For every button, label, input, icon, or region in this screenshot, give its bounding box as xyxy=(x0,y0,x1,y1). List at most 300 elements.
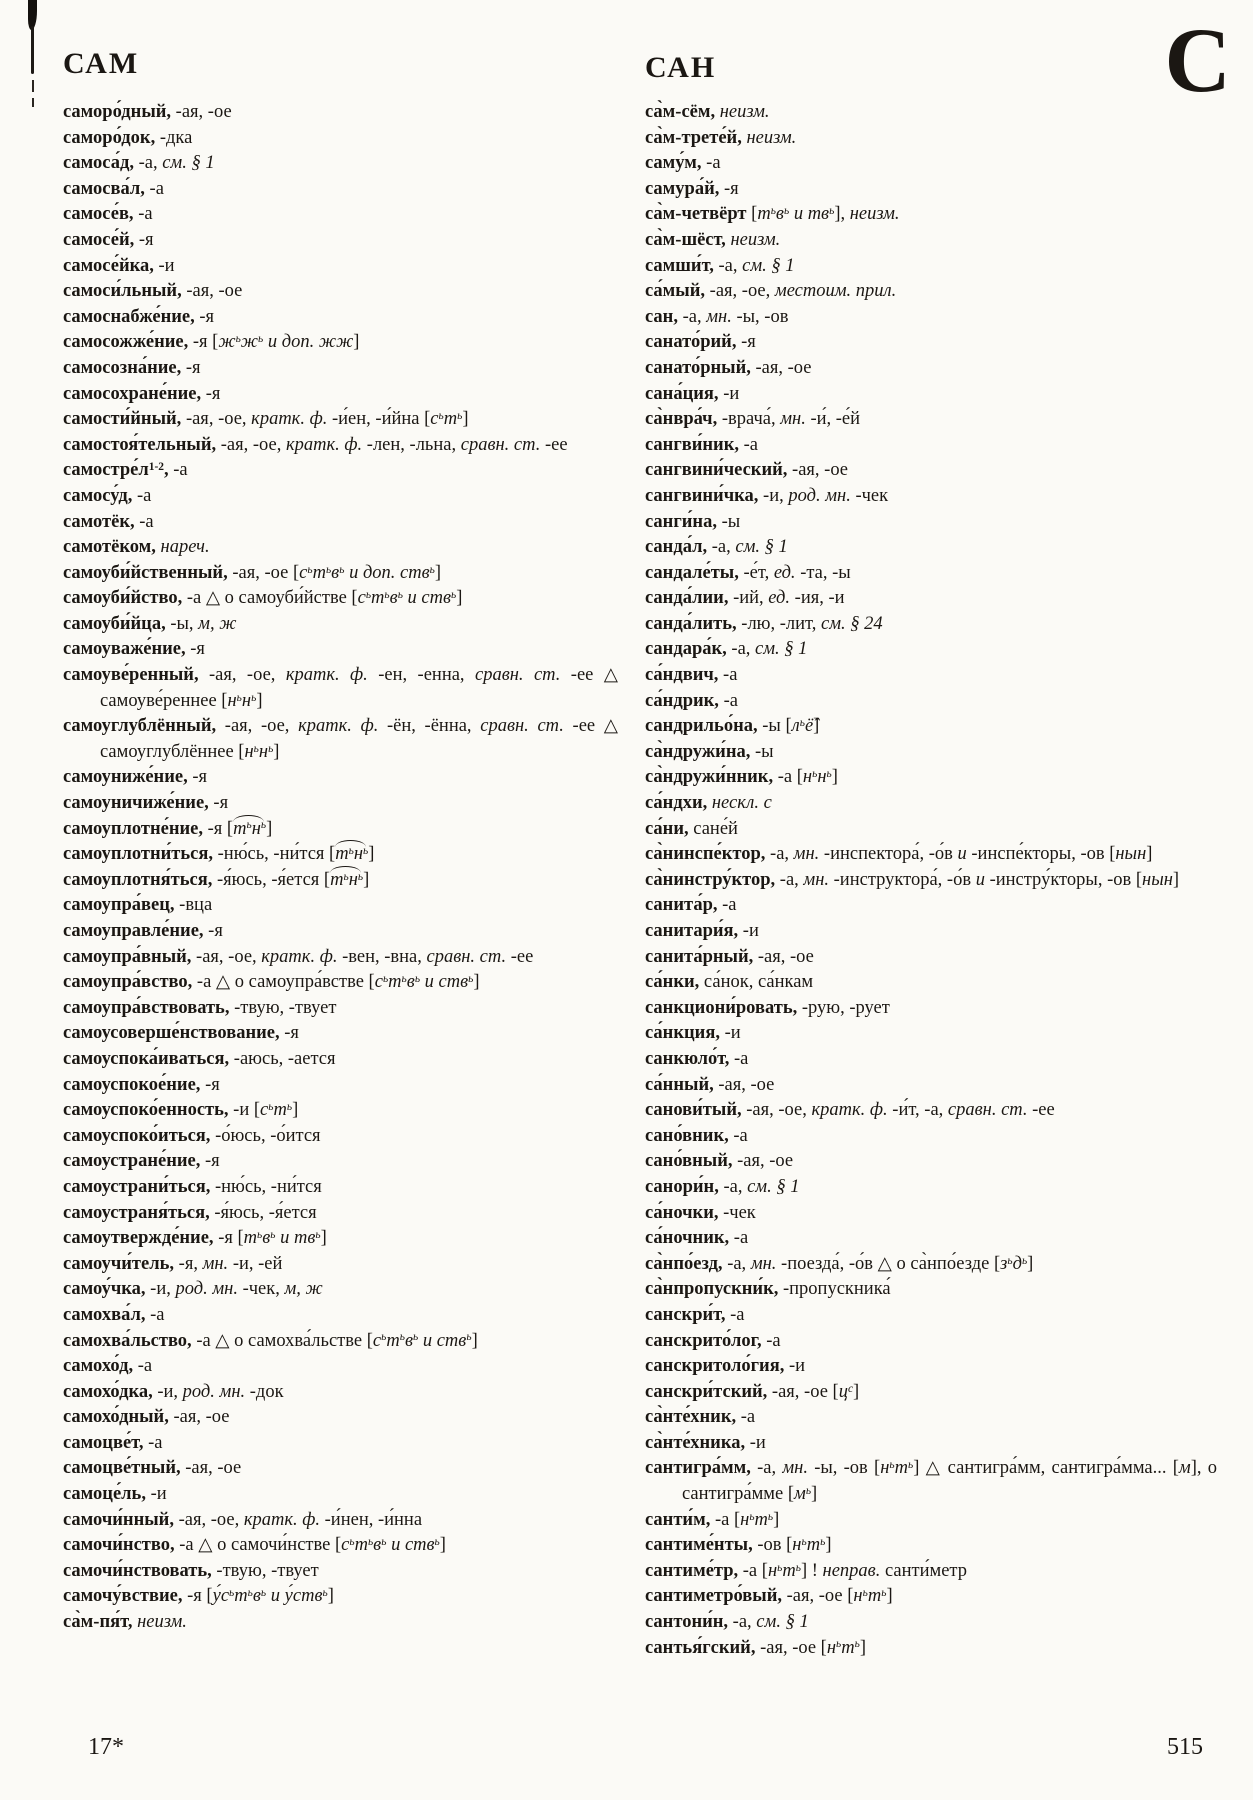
scan-artifact-line xyxy=(31,26,34,74)
headword: санда́лить, xyxy=(645,613,737,634)
grammar-label: кратк. ф. xyxy=(251,409,328,430)
headword: самохо́дка, xyxy=(63,1381,153,1402)
phonetic-transcription: $н^ьн^ь$ xyxy=(227,690,257,711)
phonetic-transcription: $н^ьт^ь$ xyxy=(826,1637,860,1658)
phonetic-transcription: $с^ьт^ьв^ь$ xyxy=(341,1535,387,1556)
entry-text: ] xyxy=(853,1381,860,1402)
entry-text: -а xyxy=(729,1048,749,1069)
entry-text: -а, xyxy=(750,1458,783,1479)
headword: самоцве́тный, xyxy=(63,1458,181,1479)
dictionary-entry xyxy=(645,791,1217,817)
grammar-label: кратк. ф. xyxy=(811,1100,888,1121)
headword: самоуваже́ние, xyxy=(63,639,186,660)
entry-text: -и, xyxy=(145,1279,176,1300)
entry-text: -а xyxy=(718,665,738,686)
dictionary-entry xyxy=(63,510,618,536)
dictionary-entry xyxy=(63,1380,618,1406)
headword: самоуспока́иваться, xyxy=(63,1048,230,1069)
entry-text: -и, -ей xyxy=(228,1253,283,1274)
entry-text: -и́ен, -и́йна [ xyxy=(327,409,431,430)
entry-text: -твую, -твует xyxy=(229,997,337,1018)
entry-text: -е́т, xyxy=(738,562,774,583)
entry-text: ] xyxy=(273,741,280,762)
entry-text: -я xyxy=(194,306,215,327)
headword: самоуправле́ние, xyxy=(63,921,204,941)
dictionary-entry xyxy=(645,1175,1217,1201)
dictionary-entry xyxy=(63,1277,618,1303)
phonetic-transcription: $с^ьт^ьв^ь$ xyxy=(372,1330,419,1351)
phonetic-transcription: $с^ьт^ьв^ь$ xyxy=(299,562,345,583)
entry-text: -ая, -ое xyxy=(732,1151,794,1172)
dictionary-entry xyxy=(645,1559,1217,1585)
entry-text: ] xyxy=(434,562,442,583)
grammar-label: неправ. xyxy=(822,1560,881,1581)
dictionary-entry xyxy=(645,535,1217,561)
headword: сантиме́нты, xyxy=(645,1535,753,1556)
phonetic-transcription: у́ств$^ь$ xyxy=(284,1586,328,1607)
headword: самостоя́тельный, xyxy=(63,434,217,455)
dictionary-entry xyxy=(63,1303,618,1329)
headword: самши́т, xyxy=(645,255,714,276)
grammar-label: см. § 1 xyxy=(742,255,795,276)
entry-text: -я́юсь, -я́ется [ xyxy=(212,869,331,890)
dictionary-entry xyxy=(63,356,618,382)
headword: самоуспоко́иться, xyxy=(63,1125,211,1146)
dictionary-entry xyxy=(645,1021,1217,1047)
headword: самоуплотня́ться, xyxy=(63,869,213,890)
dictionary-entry xyxy=(63,817,618,843)
dictionary-entry xyxy=(63,458,618,484)
entry-text: -вен, -вна, xyxy=(337,946,427,967)
grammar-label: и доп. xyxy=(263,332,319,353)
headword: сантья́гский, xyxy=(645,1637,756,1658)
headword: самосожже́ние, xyxy=(63,332,189,353)
headword: санкюло́т, xyxy=(645,1048,730,1069)
phonetic-transcription: $с^ьт^ьв^ь$ xyxy=(357,588,403,609)
headword: са́нки, xyxy=(645,972,700,993)
entry-text: -а, xyxy=(726,639,756,660)
headword: самосу́д, xyxy=(63,485,133,506)
grammar-label: м, ж xyxy=(284,1279,323,1300)
dictionary-entry xyxy=(63,382,618,408)
dictionary-entry xyxy=(645,663,1217,689)
headword: сангвини́чка, xyxy=(645,485,759,506)
entry-text: -о́юсь, -о́ится xyxy=(210,1125,321,1146)
headword: сана́ция, xyxy=(645,383,719,404)
phonetic-transcription: $т^ьв^ь$ xyxy=(243,1228,276,1249)
phonetic-transcription: $з^ьд^ь$ xyxy=(1000,1253,1028,1274)
grammar-label: см. § 24 xyxy=(820,613,883,634)
entry-text: -ая, -ое, xyxy=(191,946,262,967)
grammar-label: неизм. xyxy=(849,204,900,225)
entry-text: -док xyxy=(245,1381,284,1402)
entry-text: -ню́сь, -ни́тся xyxy=(210,1176,322,1197)
dictionary-entry xyxy=(645,1636,1217,1662)
entry-text: -а △ о самочи́нстве [ xyxy=(174,1535,342,1556)
headword: самочи́нствовать, xyxy=(63,1560,212,1581)
dictionary-entry xyxy=(63,1431,618,1457)
entry-text: -ы [ xyxy=(757,716,792,737)
phonetic-transcription: $т^ьн^ь$ xyxy=(233,817,266,843)
headword: санги́на, xyxy=(645,511,717,532)
phonetic-transcription: $с^ьт^ь$ xyxy=(430,409,463,430)
phonetic-transcription: нын xyxy=(1115,844,1147,865)
headword: санато́рий, xyxy=(645,332,737,353)
dictionary-entry xyxy=(63,1021,618,1047)
entry-text: -а xyxy=(739,434,758,455)
entry-text: -инструктора́, -о́в xyxy=(829,869,976,890)
entry-text: -а, xyxy=(707,537,736,558)
headword: самохо́дный, xyxy=(63,1407,169,1428)
headword: са̀нпропускни́к, xyxy=(645,1279,779,1300)
entry-text: -я xyxy=(181,357,201,378)
entry-text: -ая, -ое [ xyxy=(227,562,300,583)
phonetic-transcription: $н^ьн^ь$ xyxy=(802,767,832,788)
dictionary-entry xyxy=(63,637,618,663)
dictionary-entry xyxy=(63,305,618,331)
grammar-label: ед. xyxy=(768,588,791,609)
headword: самохва́л, xyxy=(63,1304,146,1325)
dictionary-entry xyxy=(63,330,618,356)
entry-text: санти́метр xyxy=(880,1560,967,1581)
entry-text: -рую, -рует xyxy=(797,997,890,1018)
entry-text: -а [ xyxy=(710,1509,741,1530)
entry-text: -а xyxy=(718,690,738,711)
grammar-label: нескл. с xyxy=(707,793,772,814)
grammar-label: кратк. ф. xyxy=(261,946,338,967)
headword: са́ни, xyxy=(645,818,689,839)
entry-text: -поезда́, -о́в △ о са̀нпо́езде [ xyxy=(776,1253,1001,1274)
headword: санда́лии, xyxy=(645,588,729,609)
dictionary-entry xyxy=(63,612,618,638)
dictionary-entry xyxy=(645,1508,1217,1534)
dictionary-entry xyxy=(645,407,1217,433)
entry-text: -инспектора́, -о́в xyxy=(819,844,958,865)
grammar-label: и xyxy=(975,869,985,890)
headword: са̀нвра́ч, xyxy=(645,409,718,430)
dictionary-entry xyxy=(645,612,1217,638)
entry-text: -я [ xyxy=(203,818,234,839)
dictionary-entry xyxy=(645,637,1217,663)
grammar-label: сравн. ст. xyxy=(947,1100,1028,1121)
grammar-label: неизм. xyxy=(725,229,781,250)
headword: самоустрани́ться, xyxy=(63,1176,211,1197)
headword: самосозна́ние, xyxy=(63,357,182,378)
headword: самоуби́йца, xyxy=(63,613,166,634)
phonetic-transcription: $с^ьт^ь$ xyxy=(260,1100,293,1121)
dictionary-entry xyxy=(645,945,1217,971)
headword: самоусоверше́нствование, xyxy=(63,1023,280,1044)
grammar-label: мн. xyxy=(803,869,830,890)
entry-text: -а, xyxy=(775,869,804,890)
dictionary-entry xyxy=(645,842,1217,868)
grammar-label: и xyxy=(957,844,967,865)
dictionary-entry xyxy=(63,407,618,433)
headword: сан, xyxy=(645,306,678,327)
entry-text: -вца xyxy=(174,895,213,916)
headword: самоцве́т, xyxy=(63,1432,144,1453)
headword: са̀нте́хника, xyxy=(645,1432,746,1453)
phonetic-transcription: $т^ьн^ь$ xyxy=(335,842,368,868)
dictionary-entry xyxy=(645,330,1217,356)
phonetic-transcription: $н^ьт^ь$ xyxy=(792,1535,826,1556)
entry-text: -ая, -ое, xyxy=(741,1100,812,1121)
headword: самосе́йка, xyxy=(63,255,154,276)
headword: сандале́ты, xyxy=(645,562,739,583)
headword: сантиме́тр, xyxy=(645,1560,739,1581)
entry-text: ] xyxy=(811,1484,818,1505)
entry-text: -а xyxy=(725,1304,745,1325)
dictionary-entry xyxy=(645,1405,1217,1431)
entry-text: -и xyxy=(153,255,175,276)
headword: санда́л, xyxy=(645,537,708,558)
headword: самоупра́вствовать, xyxy=(63,997,230,1018)
headword: са̀м-шёст, xyxy=(645,229,726,250)
dictionary-entry xyxy=(63,279,618,305)
headword: санитари́я, xyxy=(645,921,739,941)
headword: са́мый, xyxy=(645,281,706,302)
grammar-label: род. мн. xyxy=(788,485,851,506)
dictionary-entry xyxy=(645,254,1217,280)
dictionary-entry xyxy=(63,1252,618,1278)
dictionary-entry xyxy=(645,714,1217,740)
headword: $самостре́л^{1-2}$, xyxy=(63,460,169,481)
entry-text: -а, xyxy=(718,1176,748,1197)
entry-text: -ы, -ов xyxy=(731,306,789,327)
running-head-right: САН xyxy=(645,51,717,84)
dictionary-entry xyxy=(645,458,1217,484)
phonetic-transcription: ств$^ь$ xyxy=(400,562,435,583)
dictionary-entry xyxy=(645,740,1217,766)
grammar-label: и xyxy=(418,1330,437,1351)
entry-text: -ая, -ое xyxy=(753,946,814,967)
entry-text: -твую, -твует xyxy=(211,1560,319,1581)
dictionary-entry xyxy=(63,765,618,791)
dictionary-entry xyxy=(63,151,618,177)
headword: самоустране́ние, xyxy=(63,1151,201,1172)
phonetic-transcription: $м^ь$ xyxy=(794,1484,812,1505)
headword: сано́вник, xyxy=(645,1125,729,1146)
entry-text: -а [ xyxy=(738,1560,768,1581)
dictionary-entry xyxy=(63,1456,618,1482)
entry-text: -а xyxy=(729,1228,749,1249)
entry-text: ] xyxy=(292,1100,299,1121)
entry-text: -ая, -ое [ xyxy=(767,1381,839,1402)
entry-text: -ы xyxy=(750,741,774,762)
entry-text: -а △ о самохва́льстве [ xyxy=(191,1330,373,1351)
phonetic-transcription: ств$^ь$ xyxy=(438,972,474,993)
entry-text: -ий, xyxy=(728,588,769,609)
dictionary-entry xyxy=(645,1329,1217,1355)
dictionary-entry xyxy=(63,945,618,971)
dictionary-entry xyxy=(645,484,1217,510)
entry-text: -инстру́кторы, -ов [ xyxy=(984,869,1143,890)
dictionary-entry xyxy=(645,356,1217,382)
dictionary-entry xyxy=(63,433,618,459)
headword: са́ндвич, xyxy=(645,665,719,686)
entry-text: -ая, -ое, xyxy=(173,1509,244,1530)
entry-text: -ая, -ое xyxy=(750,357,812,378)
dictionary-entry xyxy=(63,126,618,152)
entry-text: ] xyxy=(1172,869,1180,890)
headword: самоце́ль, xyxy=(63,1484,146,1505)
dictionary-entry xyxy=(63,1226,618,1252)
entry-text: -а △ о самоупра́встве [ xyxy=(192,972,375,993)
phonetic-transcription: $т^ьв^ь$ xyxy=(757,204,790,225)
headword: са̀м-пя́т, xyxy=(63,1612,133,1633)
entry-text: ] xyxy=(825,1535,832,1556)
dictionary-entry xyxy=(63,1354,618,1380)
entry-text: ] xyxy=(266,818,273,839)
dictionary-entry xyxy=(63,586,618,612)
entry-text: -и xyxy=(718,383,740,404)
headword: самосохране́ние, xyxy=(63,383,202,404)
dictionary-entry xyxy=(645,1431,1217,1457)
entry-text: -ая, -ое, xyxy=(216,716,299,737)
entry-text: -и xyxy=(784,1356,806,1377)
dictionary-entry xyxy=(645,279,1217,305)
entry-text: ] xyxy=(473,972,480,993)
entry-text: -и́, -е́й xyxy=(805,409,861,430)
entry-text: ] xyxy=(471,1330,478,1351)
dictionary-entry xyxy=(645,1098,1217,1124)
headword: са́нный, xyxy=(645,1074,714,1095)
entry-text: -ая, -ое [ xyxy=(782,1586,854,1607)
entry-text: -чек xyxy=(718,1202,756,1223)
phonetic-transcription: $тв^ь$ xyxy=(807,204,835,225)
entry-text: -и, xyxy=(152,1381,183,1402)
grammar-label: род. мн. xyxy=(182,1381,246,1402)
headword: санти́м, xyxy=(645,1509,711,1530)
grammar-label: ед. xyxy=(773,562,796,583)
headword: са̀нте́хник, xyxy=(645,1407,737,1428)
dictionary-entry xyxy=(645,586,1217,612)
entry-text: -а, xyxy=(133,153,163,174)
dictionary-entry xyxy=(63,535,618,561)
headword: самоуби́йство, xyxy=(63,588,183,609)
grammar-label: и xyxy=(420,972,439,993)
entry-text: -а xyxy=(133,204,153,225)
dictionary-entry xyxy=(63,1533,618,1559)
grammar-label: неизм. xyxy=(741,127,797,148)
entry-text: -а xyxy=(728,1125,748,1146)
grammar-label: мн. xyxy=(750,1253,777,1274)
headword: санскритоло́гия, xyxy=(645,1356,785,1377)
scan-artifact xyxy=(27,0,41,120)
entry-text: -ая, -ое xyxy=(181,281,243,302)
grammar-label: местоим. прил. xyxy=(774,281,897,302)
phonetic-transcription: $н^ьт^ь$ xyxy=(767,1560,801,1581)
phonetic-transcription: $ц^с$ xyxy=(838,1381,854,1402)
entry-text: -и xyxy=(738,921,759,941)
dictionary-entry xyxy=(63,1047,618,1073)
entry-text: -ая, -ое xyxy=(171,102,232,122)
headword: самоуве́ренный, xyxy=(63,665,199,686)
dictionary-entry xyxy=(63,1508,618,1534)
dictionary-entry xyxy=(645,919,1217,945)
entry-text: -а, xyxy=(677,306,707,327)
headword: самотёк, xyxy=(63,511,135,532)
headword: самоуплотни́ться, xyxy=(63,844,214,865)
phonetic-transcription: $у́с^ьт^ьв^ь$ xyxy=(212,1586,267,1607)
dictionary-entry xyxy=(63,1149,618,1175)
entry-text: -я xyxy=(134,229,154,250)
running-head-left: САМ xyxy=(63,47,140,80)
grammar-label: см. § 1 xyxy=(735,537,788,558)
headword: самоупра́вец, xyxy=(63,895,175,916)
headword: сантиметро́вый, xyxy=(645,1586,783,1607)
entry-text: ] xyxy=(327,1586,334,1607)
dictionary-entry xyxy=(645,893,1217,919)
dictionary-entry xyxy=(645,1584,1217,1610)
dictionary-entry xyxy=(63,893,618,919)
headword: са́ндрик, xyxy=(645,690,719,711)
grammar-label: кратк. ф. xyxy=(298,716,379,737)
headword: са̀м-четвёрт xyxy=(645,204,747,225)
dictionary-entry xyxy=(645,1252,1217,1278)
entry-text: -ая, -ое xyxy=(180,1458,242,1479)
headword: самочу́вствие, xyxy=(63,1586,183,1607)
entry-text: -и, xyxy=(758,485,789,506)
entry-text: -а xyxy=(168,460,188,481)
entry-text: -я xyxy=(185,639,205,660)
dictionary-entry xyxy=(645,1456,1217,1507)
dictionary-entry xyxy=(63,254,618,280)
entry-text: -а xyxy=(717,895,737,916)
headword: сано́вный, xyxy=(645,1151,733,1172)
scan-artifact-dash xyxy=(32,98,34,107)
phonetic-transcription: $с^ьт^ьв^ь$ xyxy=(374,972,421,993)
phonetic-transcription: $т^ьн^ь$ xyxy=(330,868,363,894)
grammar-label: см. § 1 xyxy=(756,1612,809,1633)
grammar-label: кратк. ф. xyxy=(285,665,368,686)
grammar-label: сравн. ст. xyxy=(460,434,541,455)
headword: са̀м-трете́й, xyxy=(645,127,742,148)
entry-text: -ее xyxy=(540,434,568,455)
grammar-label: и xyxy=(386,1535,405,1556)
entry-text: -а xyxy=(736,1407,756,1428)
entry-text: -я xyxy=(187,767,207,788)
entry-text: -пропускника́ xyxy=(778,1279,891,1300)
page-number: 515 xyxy=(1167,1734,1203,1760)
entry-text: ] xyxy=(462,409,469,430)
dictionary-entry xyxy=(645,1380,1217,1406)
entry-text: ] xyxy=(256,690,263,711)
dictionary-entry xyxy=(645,1533,1217,1559)
entry-text: -а xyxy=(144,178,164,199)
phonetic-transcription: $л^ьё̂$ xyxy=(791,716,814,737)
dictionary-entry xyxy=(645,1354,1217,1380)
dictionary-entry xyxy=(63,1201,618,1227)
entry-text: [ xyxy=(746,204,758,225)
entry-text: -ён, -ённа, xyxy=(378,716,481,737)
dictionary-entry xyxy=(63,1124,618,1150)
entry-text: -и [ xyxy=(228,1100,261,1121)
entry-text: -чек, xyxy=(237,1279,285,1300)
entry-text: -и́нен, -и́нна xyxy=(320,1509,423,1530)
entry-text: -ен, -енна, xyxy=(367,665,475,686)
headword: самосе́в, xyxy=(63,204,134,225)
dictionary-entry xyxy=(63,1405,618,1431)
entry-text: -а xyxy=(133,1356,153,1377)
entry-text: -а [ xyxy=(773,767,803,788)
grammar-label: мн. xyxy=(202,1253,229,1274)
entry-text: ] xyxy=(1146,844,1153,865)
entry-text: -а xyxy=(145,1304,165,1325)
dictionary-entry xyxy=(63,1098,618,1124)
entry-text: -я́юсь, -я́ется xyxy=(209,1202,317,1223)
dictionary-entry xyxy=(63,202,618,228)
